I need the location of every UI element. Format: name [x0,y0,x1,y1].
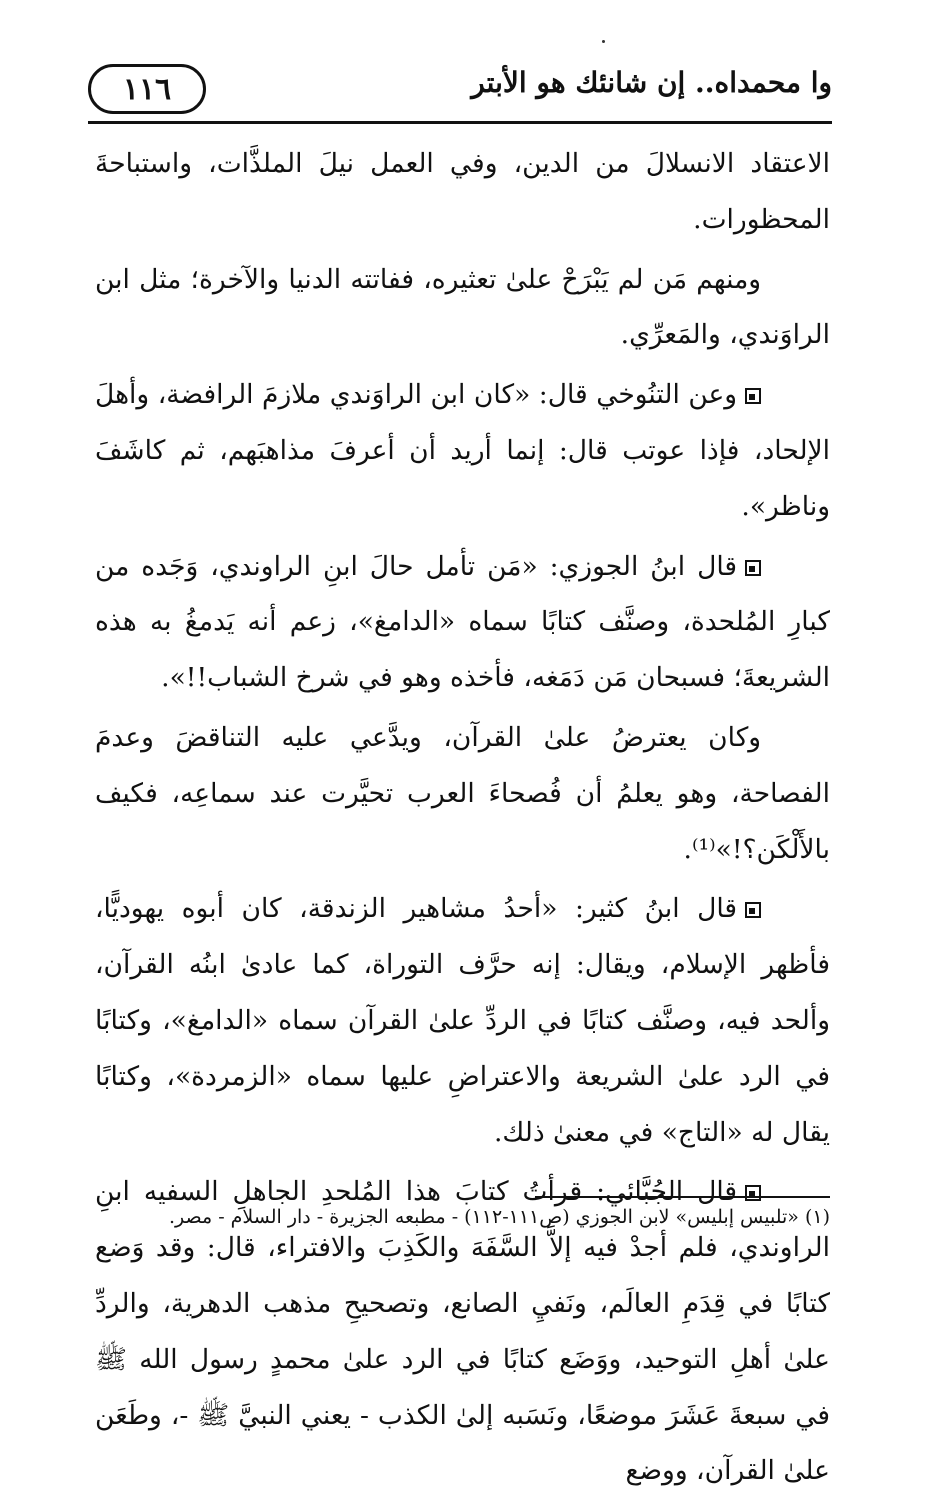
running-title: وا محمداه.. إن شانئك هو الأبتر [471,66,832,99]
footnote-rule [535,1196,830,1198]
paragraph-text: قال الجُبَّائي: قرأتُ كتابَ هذا المُلحدِ الجاهلِ السفيه ابنِ الراوندي، فلم أجدْ فيه إلاَّ السَّفَهَ والكَذِبَ والافتراء، قال: وقد وَضع كتابًا في قِدَمِ العالَم، ونَفيِ الصانع، وتصحيحِ مذهب الدهرية، والردِّ علىٰ أهلِ التوحيد، ووَضَع كتابًا في الرد علىٰ محمدٍ رسول الله ﷺ في سبعةَ عَشَرَ موضعًا، ونَسَبه إلىٰ الكذب - يعني النبيَّ ﷺ -، وطَعَن علىٰ القرآن، ووضع [95,1176,830,1487]
paragraph-text: وكان يعترضُ علىٰ القرآن، ويدَّعي عليه التناقضَ وعدمَ الفصاحة، وهو يعلمُ أن فُصحاءَ العرب تحيَّرت عند سماعِه، فكيف بالأَلْكَن؟!»⁽¹⁾. [95,721,830,865]
paragraph-text: الاعتقاد الانسلالَ من الدين، وفي العمل نيلَ الملذَّات، واستباحةَ المحظورات. [95,148,830,235]
paragraph-3 [95,367,830,534]
paragraph-4 [95,539,830,706]
footnote: (١) «تلبيس إبليس» لابن الجوزي (ص١١١-١١٢) - مطبعه الجزيرة - دار السلام - مصر. [168,1206,830,1228]
paragraph-text: وعن التنُوخي قال: «كان ابن الراوَندي ملازمَ الرافضة، وأهلَ الإلحاد، فإذا عوتب قال: إنما أريد أن أعرفَ مذاهبَهم، ثم كاشَفَ وناظر». [95,379,830,522]
body-text [95,136,830,1503]
paragraph-5 [95,710,830,877]
paragraph-text: ومنهم مَن لم يَبْرَحْ علىٰ تعثيره، ففاتته الدنيا والآخرة؛ مثل ابن الراوَندي، والمَعرِّي. [95,263,830,351]
paragraph-1 [95,136,830,248]
paragraph-text: قال ابنُ كثير: «أحدُ مشاهير الزندقة، كان أبوه يهوديًّا، فأظهر الإسلام، ويقال: إنه حرَّف التوراة، كما عادىٰ ابنُه القرآن، وألحد فيه، وصنَّف كتابًا في الردِّ علىٰ القرآن سماه «الدامغ»، وكتابًا في الرد علىٰ الشريعة والاعتراضِ عليها سماه «الزمردة»، وكتابًا يقال له «التاج» في معنىٰ ذلك. [95,893,830,1148]
square-bullet-icon [745,560,761,576]
square-bullet-icon [745,388,761,404]
paragraph-2 [95,252,830,364]
page-number: ١١٦ [88,64,206,114]
page-header [88,60,832,122]
square-bullet-icon [745,1185,761,1201]
speck [602,40,605,43]
square-bullet-icon [745,902,761,918]
paragraph-6 [95,881,830,1160]
paragraph-text: قال ابنُ الجوزي: «مَن تأمل حالَ ابنِ الراوندي، وَجَده من كبارِ المُلحدة، وصنَّف كتابًا سماه «الدامغ»، زعم أنه يَدمغُ به هذه الشريعةَ؛ فسبحان مَن دَمَغه، فأخذه وهو في شرخ الشباب!!». [95,550,830,694]
header-rule [88,121,832,124]
